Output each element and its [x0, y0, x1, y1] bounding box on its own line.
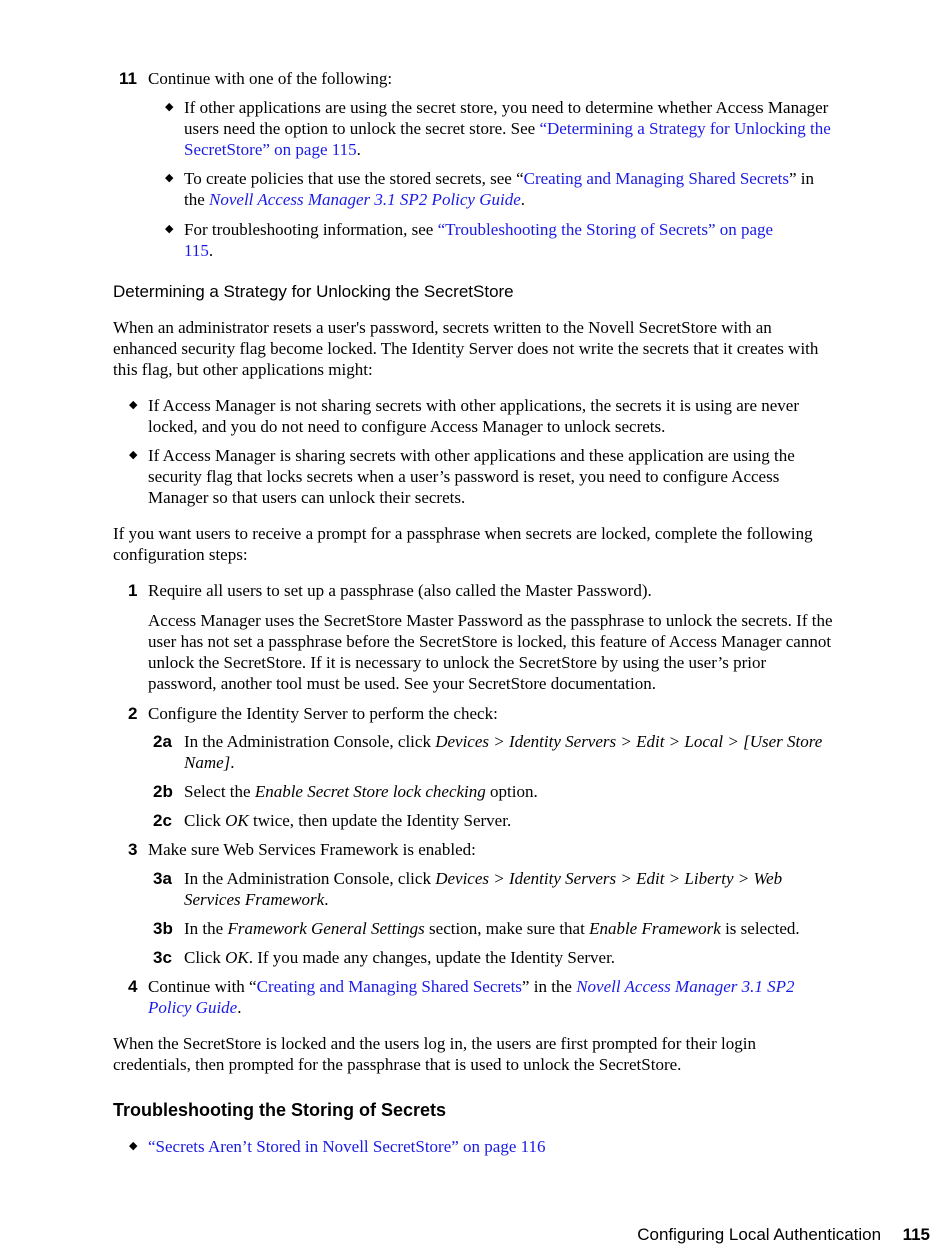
list-item: To create policies that use the stored secrets, see “Creating and Managing Shared Secrets” in the Novell Access Manager 3.1 SP2 Policy Guide. — [184, 169, 814, 209]
paragraph: When the SecretStore is locked and the users log in, the users are first prompted for their login credentials, then prompted for the passphrase that is used to unlock the SecretStore. — [113, 1034, 756, 1074]
button-name: OK — [225, 948, 249, 967]
cross-reference-link[interactable]: Creating and Managing Shared Secrets — [523, 169, 789, 188]
step-text: Require all users to set up a passphrase (also called the Master Password). — [148, 581, 652, 600]
step-text: Continue with one of the following: — [148, 69, 393, 88]
step-number: 1 — [128, 581, 138, 600]
step-detail: Access Manager uses the SecretStore Master Password as the passphrase to unlock the secrets. If the user has not set a passphrase before the SecretStore is locked, this feature of Access Manager cannot unlock the SecretStore. If it is necessary to unlock the SecretStore by using the user’s prior password, another tool must be used. See your SecretStore documentation. — [148, 611, 833, 693]
section-name: Framework General Settings — [227, 919, 425, 938]
button-name: OK — [225, 811, 249, 830]
step-text: Configure the Identity Server to perform the check: — [148, 704, 498, 723]
substep-text: Click OK twice, then update the Identity Server. — [184, 811, 512, 830]
page-number: 115 — [902, 1225, 930, 1244]
step-number: 3 — [128, 840, 138, 859]
substep-number: 3b — [153, 919, 173, 938]
bullet-icon: ◆ — [165, 172, 174, 184]
bullet-icon: ◆ — [129, 1140, 138, 1152]
cross-reference-link[interactable]: Creating and Managing Shared Secrets — [256, 977, 522, 996]
substep-number: 3a — [153, 869, 172, 888]
paragraph: If you want users to receive a prompt for a passphrase when secrets are locked, complete the following configuration steps: — [113, 524, 813, 564]
step-text: Make sure Web Services Framework is enabled: — [148, 840, 476, 859]
bullet-icon: ◆ — [165, 223, 174, 235]
bullet-icon: ◆ — [129, 449, 138, 461]
list-item: For troubleshooting information, see “Troubleshooting the Storing of Secrets” on page 115. — [184, 220, 774, 260]
step-text: Continue with “Creating and Managing Shared Secrets” in the Novell Access Manager 3.1 SP2 Policy Guide. — [148, 977, 795, 1017]
cross-reference-link[interactable]: “Troubleshooting the Storing of Secrets” on page 115 — [184, 220, 774, 260]
cross-reference-link[interactable]: “Secrets Aren’t Stored in Novell SecretStore” on page 116 — [148, 1137, 546, 1156]
bullet-icon: ◆ — [165, 101, 174, 113]
substep-number: 2b — [153, 782, 173, 801]
list-item — [148, 1136, 838, 1157]
substep-text: In the Administration Console, click Devices > Identity Servers > Edit > Local > [User Store Name]. — [184, 732, 823, 772]
step-number: 11 — [119, 69, 137, 88]
guide-link[interactable]: Novell Access Manager 3.1 SP2 Policy Guide — [148, 977, 795, 1017]
substep-text: Click OK. If you made any changes, update the Identity Server. — [184, 948, 616, 967]
step-number: 4 — [128, 977, 138, 996]
section-heading: Troubleshooting the Storing of Secrets — [113, 1100, 447, 1120]
bullet-icon: ◆ — [129, 399, 138, 411]
ui-path: Devices > Identity Servers > Edit > Liberty > Web Services Framework — [184, 869, 783, 909]
substep-number: 3c — [153, 948, 172, 967]
substep-number: 2c — [153, 811, 172, 830]
substep-text: Select the Enable Secret Store lock checking option. — [184, 782, 538, 801]
list-item: If other applications are using the secret store, you need to determine whether Access Manager users need the option to unlock the secret store. See “Determining a Strategy for Unlocking the SecretStore” on page 115. — [184, 98, 831, 159]
option-name: Enable Framework — [589, 919, 721, 938]
step-number: 2 — [128, 704, 138, 723]
footer-chapter-title: Configuring Local Authentication — [637, 1225, 882, 1244]
list-item: If Access Manager is not sharing secrets with other applications, the secrets it is using are never locked, and you do not need to configure Access Manager to unlock secrets. — [148, 396, 799, 436]
substep-text: In the Administration Console, click Devices > Identity Servers > Edit > Liberty > Web Services Framework. — [184, 869, 783, 909]
substep-number: 2a — [153, 732, 172, 751]
guide-link[interactable]: Novell Access Manager 3.1 SP2 Policy Guide — [209, 190, 521, 209]
page-footer — [637, 1225, 930, 1245]
substep-text: In the Framework General Settings section, make sure that Enable Framework is selected. — [184, 919, 800, 938]
section-heading: Determining a Strategy for Unlocking the SecretStore — [113, 282, 514, 301]
list-item: If Access Manager is sharing secrets with other applications and these application are using the security flag that locks secrets when a user’s password is reset, you need to configure Access Manager so that users can unlock their secrets. — [148, 446, 795, 507]
paragraph: When an administrator resets a user's password, secrets written to the Novell SecretStore with an enhanced security flag become locked. The Identity Server does not write the secrets that it creates with this flag, but other applications might: — [113, 318, 819, 379]
cross-reference-link[interactable]: “Determining a Strategy for Unlocking the SecretStore” on page 115 — [184, 119, 831, 159]
option-name: Enable Secret Store lock checking — [254, 782, 486, 801]
ui-path: Devices > Identity Servers > Edit > Local > [User Store Name] — [184, 732, 823, 772]
